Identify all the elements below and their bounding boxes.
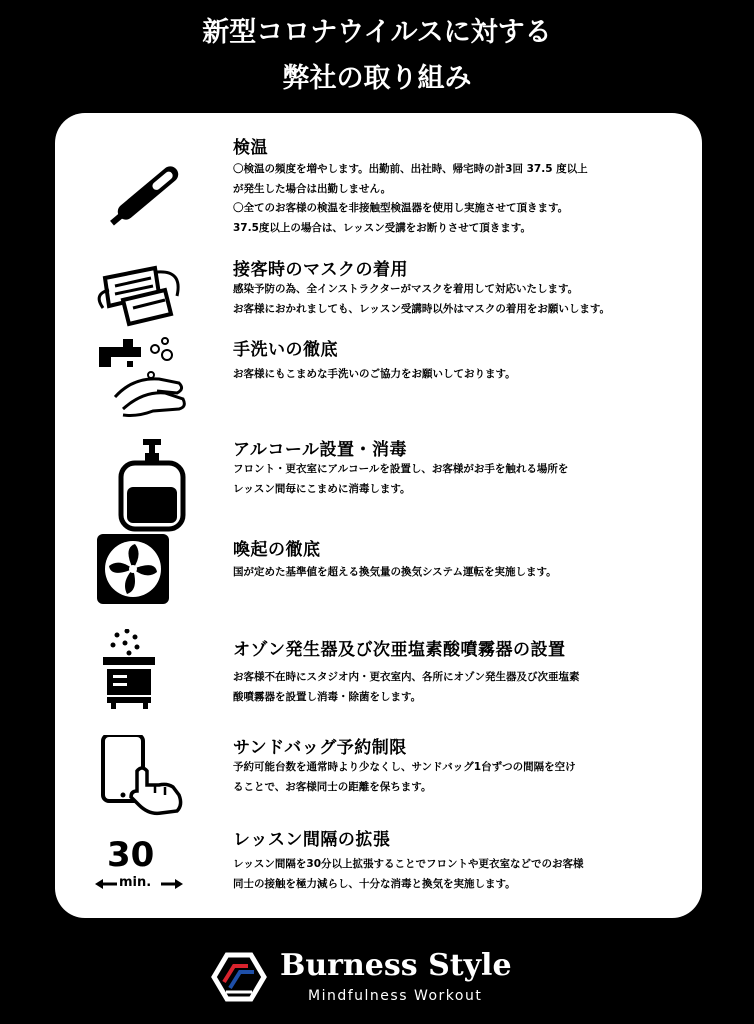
- smartphone-tap-icon: [93, 735, 203, 835]
- burness-style-logo-icon: [210, 952, 268, 1002]
- item-body: [233, 280, 610, 319]
- ventilation-fan-icon: [93, 532, 203, 632]
- item-body: [233, 668, 580, 707]
- humidifier-icon: [93, 629, 203, 729]
- thermometer-icon: [93, 143, 203, 243]
- brand-logo: [210, 948, 530, 1014]
- item-line: フロント・更衣室にアルコールを設置し、お客様がお手を触れる場所を: [233, 463, 569, 475]
- item-line: 〇検温の頻度を増やします。出勤前、出社時、帰宅時の計3回 37.5 度以上: [233, 163, 588, 175]
- item-line: が発生した場合は出勤しません。: [233, 182, 392, 195]
- item-heading: アルコール設置・消毒: [233, 440, 407, 460]
- item-body: [233, 460, 568, 499]
- item-heading: 喚起の徹底: [233, 540, 321, 560]
- item-heading: オゾン発生器及び次亜塩素酸噴霧器の設置: [233, 640, 566, 660]
- interval-unit: min.: [119, 875, 152, 890]
- handwashing-icon: [93, 327, 203, 427]
- item-line: 予約可能台数を通常時より少なくし、サンドバッグ1台ずつの間隔を空け: [233, 761, 576, 773]
- item-body: [233, 160, 588, 238]
- sanitizer-bottle-icon: [93, 439, 203, 539]
- item-line: 37.5度以上の場合は、レッスン受講をお断りさせて頂きます。: [233, 221, 531, 234]
- brand-tagline: Mindfulness Workout: [308, 988, 483, 1004]
- brand-name: Burness Style: [280, 948, 512, 983]
- item-body: [233, 563, 557, 583]
- item-heading: レッスン間隔の拡張: [233, 830, 391, 850]
- title-line-1: 新型コロナウイルスに対する: [202, 17, 552, 48]
- item-heading: サンドバッグ予約制限: [233, 738, 407, 758]
- item-line: レッスン間毎にこまめに消毒します。: [233, 482, 411, 495]
- item-heading: 接客時のマスクの着用: [233, 260, 408, 280]
- item-body: [233, 855, 584, 894]
- item-line: 酸噴霧器を設置し消毒・除菌をします。: [233, 690, 422, 703]
- item-line: お客様不在時にスタジオ内・更衣室内、各所にオゾン発生器及び次亜塩素: [233, 671, 580, 683]
- item-line: 国が定めた基準値を超える換気量の換気システム運転を実施します。: [233, 566, 557, 578]
- item-line: お客様にもこまめな手洗いのご協力をお願いしております。: [233, 368, 516, 380]
- item-line: お客様におかれましても、レッスン受講時以外はマスクの着用をお願いします。: [233, 302, 611, 315]
- page-title: [0, 10, 754, 102]
- item-heading: 検温: [233, 138, 268, 158]
- item-line: 〇全てのお客様の検温を非接触型検温器を使用し実施させて頂きます。: [233, 202, 569, 214]
- interval-arrow: [93, 877, 185, 891]
- interval-number: 30: [107, 835, 155, 875]
- item-line: レッスン間隔を30分以上拡張することでフロントや更衣室などでのお客様: [233, 858, 584, 870]
- item-line: 感染予防の為、全インストラクターがマスクを着用して対応いたします。: [233, 283, 579, 295]
- item-heading: 手洗いの徹底: [233, 340, 338, 360]
- measures-card: [55, 113, 702, 918]
- title-line-2: 弊社の取り組み: [282, 63, 472, 94]
- interval-30min-icon: [93, 837, 203, 937]
- item-body: [233, 365, 516, 385]
- item-body: [233, 758, 576, 797]
- item-line: 同士の接触を極力減らし、十分な消毒と換気を実施します。: [233, 877, 516, 890]
- item-line: ることで、お客様同士の距離を保ちます。: [233, 780, 432, 793]
